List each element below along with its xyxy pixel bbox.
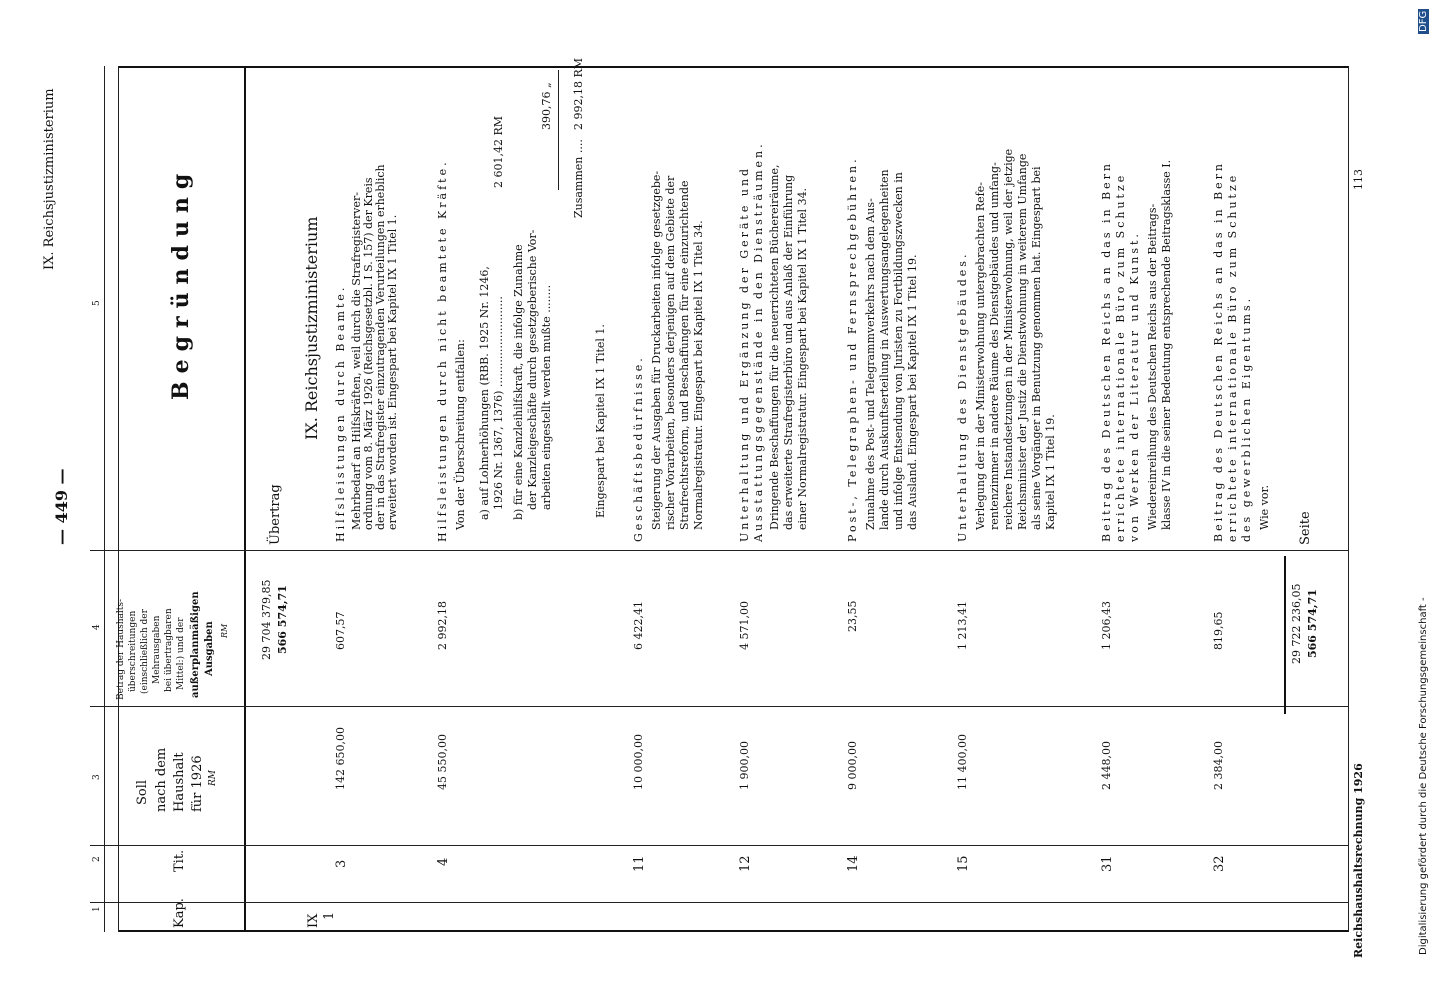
row-text-11-2: rischer Vorarbeiten, besonders derjenigen auf dem Gebiete der <box>664 175 677 530</box>
sum-line-4 <box>558 70 573 190</box>
carry-in-value-1: 29 704 379,85 <box>260 579 273 660</box>
dfg-logo: DFG <box>1418 10 1429 32</box>
num-strip-rule <box>104 66 105 932</box>
col-sep-4-5 <box>90 550 1348 551</box>
col-sep-1-2 <box>90 902 1348 903</box>
col-sep-2-3 <box>90 845 1348 846</box>
row-text-12-1: Dringende Beschaffungen für die neuerrichteten Büchereiräume, <box>768 164 781 530</box>
row-text-14-4: das Ausland. Eingespart bei Kapitel IX 1 Titel 19. <box>906 254 919 530</box>
row-text-3-1: Mehrbedarf an Hilfskräften, weil durch die Strafregisterver- <box>350 192 363 530</box>
col-header-soll-2: nach dem <box>154 747 169 812</box>
row-text-4-5: der Kanzleigeschäfte durch gesetzgeberische Vor- <box>526 229 539 510</box>
ministry-header: IX. Reichsjustizministerium <box>42 88 57 270</box>
right-edge-rule <box>1348 66 1349 932</box>
row-tit-3: 3 <box>334 859 349 868</box>
col-header-betrag-2: überschreitungen <box>128 610 138 692</box>
header-band-rule <box>244 66 246 932</box>
row-heading-14: Post-, Telegraphen- und Fernsprechgebühren. <box>846 156 859 542</box>
row-text-4-2: a) auf Lohnerhöhungen (RBB. 1925 Nr. 1246, <box>478 266 491 520</box>
row-text-11-1: Steigerung der Ausgaben für Druckarbeiten infolge gesetzgebe- <box>650 170 663 530</box>
row-text-15-5: als seine Vorgänger in Benutzung genommen hat. Eingespart bei <box>1030 166 1043 530</box>
row-heading2-32: errichtete internationale Büro zum Schutze <box>1226 172 1239 542</box>
col-header-betrag-unit: RM <box>220 623 229 638</box>
row-text-15-1: Verlegung der in der Ministerwohnung untergebrachten Refe- <box>974 182 987 530</box>
carry-out-value-2: 566 574,71 <box>1306 589 1319 658</box>
col-header-betrag-1: Betrag der Haushalts- <box>116 598 126 700</box>
row-soll-15: 11 400,00 <box>956 734 969 790</box>
section-title: IX. Reichsjustizministerium <box>302 216 321 440</box>
col-num-2: 2 <box>92 856 102 862</box>
row-text-11-4: Normalregistratur. Eingespart bei Kapitel IX 1 Titel 34. <box>692 220 705 530</box>
row-text-14-3: und infolge Entsendung von Juristen zu Fortbildungszwecken in <box>892 172 905 530</box>
row-heading-15: Unterhaltung des Dienstgebäudes. <box>956 251 969 542</box>
row-betrag-4: 2 992,18 <box>436 601 449 650</box>
row-tit-31: 31 <box>1100 855 1115 872</box>
row-text-4-8: Eingespart bei Kapitel IX 1 Titel 1. <box>594 324 607 518</box>
col-header-soll-3: Haushalt <box>172 752 187 812</box>
row-betrag-12: 4 571,00 <box>738 601 751 650</box>
row-soll-14: 9 000,00 <box>846 741 859 790</box>
row-text-14-2: lande durch Auskunftserteilung in Auswertungsangelegenheiten <box>878 169 891 530</box>
row-text-4-4: b) für eine Kanzleihilfskraft, die infolge Zunahme <box>512 244 525 520</box>
row-text-4-7: Zusammen .... <box>572 139 585 218</box>
row-text-11-3: Strafrechtsreform, und Beschaffungen für eine einzurichtende <box>678 180 691 530</box>
row-soll-4: 45 550,00 <box>436 734 449 790</box>
row-tit-15: 15 <box>956 855 971 872</box>
col-header-kap: Kap. <box>172 898 187 928</box>
row-betrag-3: 607,57 <box>334 611 347 650</box>
col-header-soll: Soll <box>135 779 150 805</box>
row-betrag-11: 6 422,41 <box>632 601 645 650</box>
row-tit-4: 4 <box>436 857 451 866</box>
col-header-begruendung: Begründung <box>168 165 194 400</box>
left-edge-rule <box>118 66 119 932</box>
row-heading-4: Hilfsleistungen durch nicht beamtete Kräfte. <box>436 159 449 542</box>
row-text-31-2: klasse IV in die seiner Bedeutung entsprechende Beitragsklasse I. <box>1160 159 1173 530</box>
row-heading-3: Hilfsleistungen durch Beamte. <box>334 284 347 542</box>
row-tit-11: 11 <box>632 855 647 872</box>
col-header-betrag-5: bei übertragbaren <box>164 608 174 692</box>
row-heading-12: Unterhaltung und Ergänzung der Geräte und <box>738 165 751 542</box>
col-header-betrag-8: Ausgaben <box>204 621 215 676</box>
dfg-credit: Digitalisierung gefördert durch die Deutsche Forschungsgemeinschaft - <box>1418 597 1429 955</box>
row-soll-12: 1 900,00 <box>738 741 751 790</box>
row-heading2-12: Ausstattungsgegenstände in den Diensträumen. <box>752 141 765 542</box>
col-header-betrag-3: (einschließlich der <box>140 609 150 694</box>
row-amount-4-b: 390,76 „ <box>540 82 553 130</box>
carry-in-label: Übertrag <box>268 484 283 545</box>
sum-rule <box>1284 556 1286 714</box>
footer-title: Reichshaushaltsrechnung 1926 <box>1352 763 1365 958</box>
col-sep-3-4 <box>90 706 1348 707</box>
carry-out-value-1: 29 722 236,05 <box>1290 583 1303 664</box>
row-betrag-15: 1 213,41 <box>956 601 969 650</box>
row-tit-32: 32 <box>1212 855 1227 872</box>
col-header-tit: Tit. <box>172 849 187 872</box>
row-text-14-1: Zunahme des Post- und Telegrammverkehrs nach dem Aus- <box>864 198 877 530</box>
col-num-1: 1 <box>92 906 102 912</box>
row-text-4-1: Von der Überschreitung entfallen: <box>454 339 467 530</box>
row-text-15-2: rentenzimmer in andere Räume des Dienstgebäudes und umfang- <box>988 162 1001 530</box>
col-header-soll-4: für 1926 <box>190 755 205 812</box>
row-text-3-4: erweitert worden ist. Eingespart bei Kapitel IX 1 Titel 1. <box>386 214 399 530</box>
row-tit-14: 14 <box>846 855 861 872</box>
carry-in-value-2: 566 574,71 <box>276 585 289 654</box>
page-number: — 449 — <box>52 468 71 545</box>
col-header-betrag-6: Mittel:) und der <box>176 617 186 690</box>
row-heading-32: Beitrag des Deutschen Reichs an das in Bern <box>1212 160 1225 542</box>
top-rule <box>118 66 1348 68</box>
col-num-4: 4 <box>92 624 102 630</box>
row-text-32-1: Wie vor. <box>1258 484 1271 530</box>
col-header-betrag-4: Mehrausgaben <box>152 615 162 684</box>
row-heading-31: Beitrag des Deutschen Reichs an das in Bern <box>1100 160 1113 542</box>
row-heading2-31: errichtete internationale Büro zum Schutze <box>1114 172 1127 542</box>
row-soll-32: 2 384,00 <box>1212 741 1225 790</box>
row-text-15-3: reichere Instandsetzungen in der Ministerwohnung, weil der jetzige <box>1002 148 1015 530</box>
row-text-3-3: der in das Strafregister einzutragenden Verurteilungen erheblich <box>374 164 387 530</box>
page-right-number: 113 <box>1352 169 1365 190</box>
row-soll-31: 2 448,00 <box>1100 741 1113 790</box>
carry-out-label: Seite <box>1298 511 1313 545</box>
row-amount-4-c: 2 992,18 RM <box>572 57 585 130</box>
row-text-12-2: das erweiterte Strafregisterbüro und aus Anlaß der Einführung <box>782 174 795 530</box>
row-text-15-6: Kapitel IX 1 Titel 19. <box>1044 414 1057 530</box>
row-tit-12: 12 <box>738 855 753 872</box>
col-header-betrag-7: außerplanmäßigen <box>190 591 201 698</box>
row-text-15-4: Reichsminister der Justiz die Dienstwohnung in weiterem Umfange <box>1016 153 1029 530</box>
col-num-3: 3 <box>92 774 102 780</box>
kapitel-number: 1 <box>322 911 337 920</box>
col-num-5: 5 <box>92 300 102 306</box>
row-heading3-31: von Werken der Literatur und Kunst. <box>1128 231 1141 542</box>
row-amount-4-a: 2 601,42 RM <box>492 115 505 188</box>
row-text-31-1: Wiedereinreihung des Deutschen Reichs aus der Beitrags- <box>1146 203 1159 530</box>
kapitel-roman: IX <box>306 913 321 928</box>
bottom-rule <box>118 930 1348 932</box>
row-betrag-32: 819,65 <box>1212 611 1225 650</box>
row-text-4-3: 1926 Nr. 1367, 1376) .......................... <box>492 296 505 510</box>
row-heading-11: Geschäftsbedürfnisse. <box>632 355 645 542</box>
row-soll-3: 142 650,00 <box>334 727 347 790</box>
row-soll-11: 10 000,00 <box>632 734 645 790</box>
col-header-soll-unit: RM <box>208 770 218 786</box>
row-betrag-31: 1 206,43 <box>1100 601 1113 650</box>
row-text-12-3: einer Normalregistratur. Eingespart bei Kapitel IX 1 Titel 34. <box>796 187 809 530</box>
row-betrag-14: 23,55 <box>846 600 859 632</box>
row-text-4-6: arbeiten eingestellt werden mußte ........ <box>540 284 553 510</box>
row-heading3-32: des gewerblichen Eigentums. <box>1240 295 1253 542</box>
row-text-3-2: ordnung vom 8. März 1926 (Reichsgesetzbl. I S. 157) der Kreis <box>362 177 375 530</box>
